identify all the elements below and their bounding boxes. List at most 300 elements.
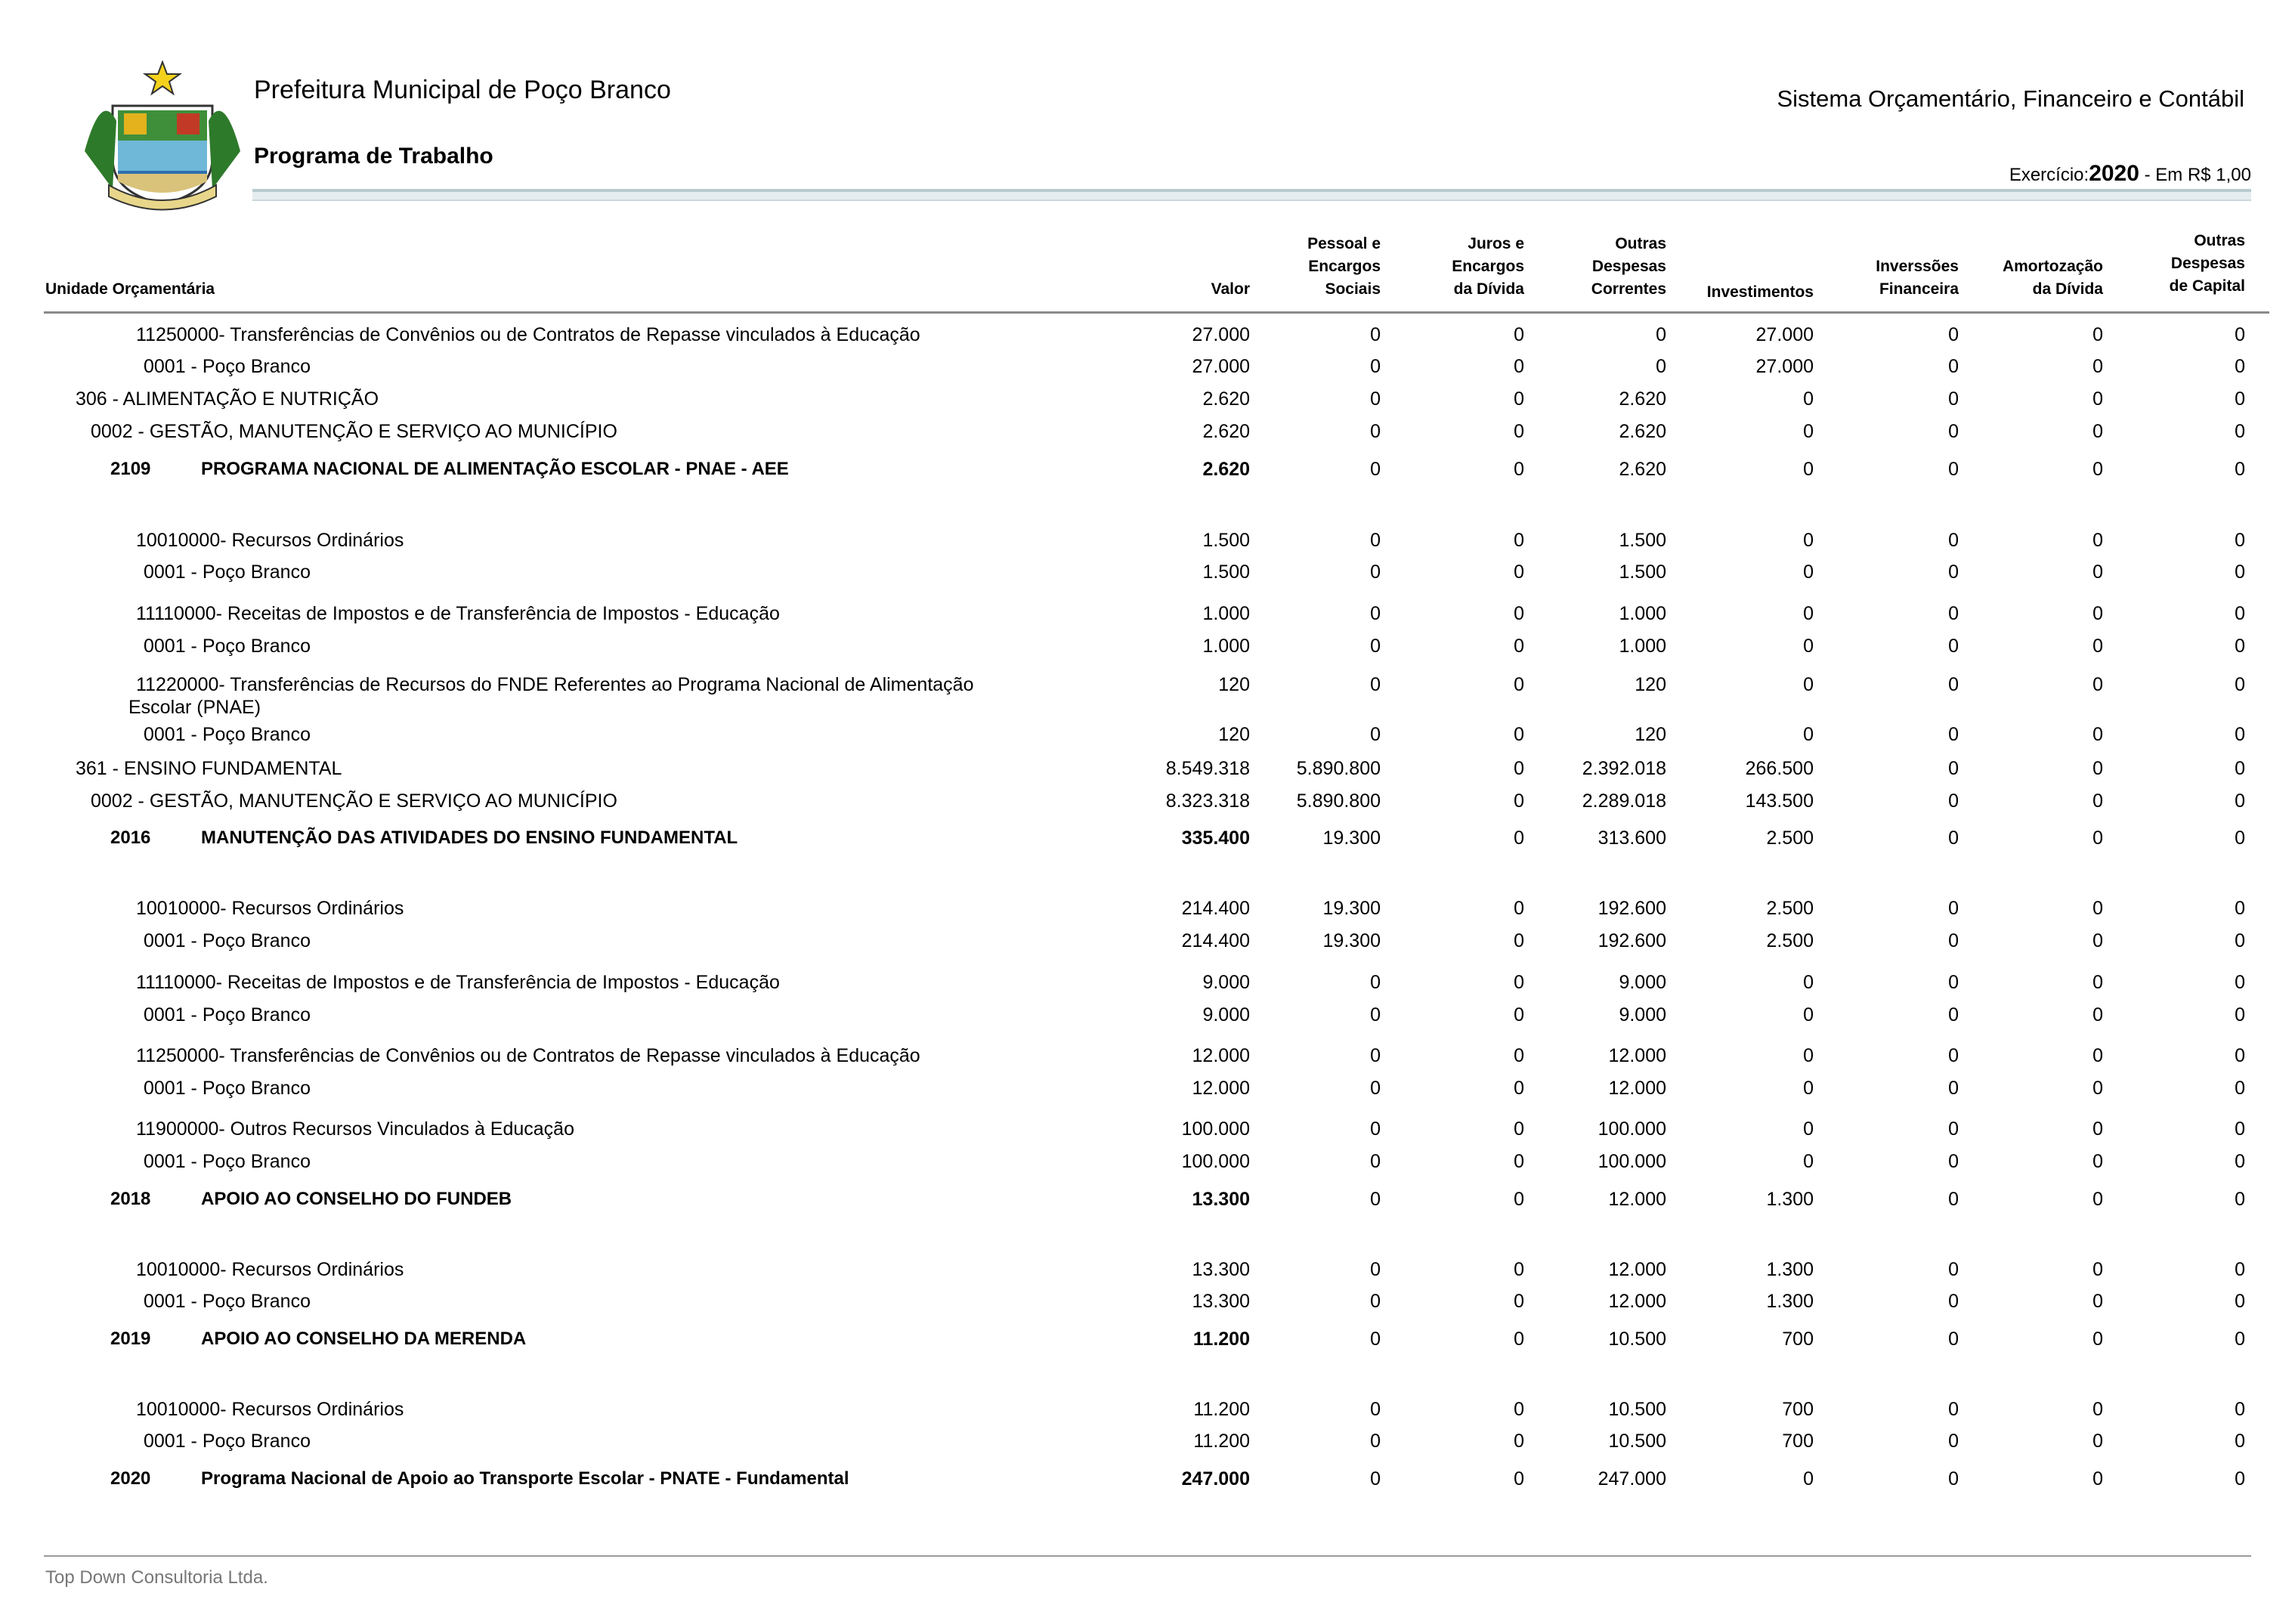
cell-outras-correntes: 1.000 — [1619, 636, 1666, 657]
row-label: 11110000- Receitas de Impostos e de Transferência de Impostos - Educação — [136, 972, 780, 993]
table-row — [0, 673, 2295, 718]
row-label: 0001 - Poço Branco — [144, 930, 311, 951]
cell-pessoal: 0 — [1370, 1291, 1381, 1312]
cell-juros: 0 — [1514, 1151, 1524, 1172]
table-row — [0, 635, 2295, 660]
col-outras-correntes — [1591, 233, 1666, 301]
cell-outras-correntes: 313.600 — [1598, 827, 1666, 849]
program-code: 2109 — [110, 459, 151, 479]
cell-outras-correntes: 247.000 — [1598, 1468, 1666, 1489]
col-outras-correntes-line: Outras — [1615, 235, 1666, 252]
municipal-coat-of-arms-icon — [79, 60, 246, 212]
cell-pessoal: 0 — [1370, 324, 1381, 345]
cell-juros: 0 — [1514, 930, 1524, 951]
cell-juros: 0 — [1514, 1329, 1524, 1350]
row-label: 10010000- Recursos Ordinários — [136, 530, 404, 551]
cell-amortizacao: 0 — [2092, 530, 2103, 551]
cell-outras-correntes: 2.620 — [1619, 421, 1666, 442]
cell-juros: 0 — [1514, 530, 1524, 551]
cell-outras-correntes: 192.600 — [1598, 898, 1666, 919]
row-label: 0001 - Poço Branco — [144, 636, 311, 657]
cell-amortizacao: 0 — [2092, 790, 2103, 812]
cell-amortizacao: 0 — [2092, 674, 2103, 695]
row-label: 11220000- Transferências de Recursos do FNDE Referentes ao Programa Nacional de Alimentação — [136, 674, 974, 695]
table-row — [0, 1398, 2295, 1424]
cell-inversoes: 0 — [1948, 1399, 1959, 1420]
cell-inversoes: 0 — [1948, 356, 1959, 377]
cell-inversoes: 0 — [1948, 324, 1959, 345]
cell-juros: 0 — [1514, 1189, 1524, 1210]
row-label: 0002 - GESTÃO, MANUTENÇÃO E SERVIÇO AO MUNICÍPIO — [91, 790, 617, 812]
row-label-continuation: Escolar (PNAE) — [128, 697, 261, 718]
cell-inversoes: 0 — [1948, 603, 1959, 624]
cell-valor: 12.000 — [1192, 1045, 1250, 1066]
cell-inversoes: 0 — [1948, 636, 1959, 657]
cell-outras-correntes: 10.500 — [1608, 1431, 1666, 1452]
cell-inversoes: 0 — [1948, 790, 1959, 812]
row-label: 361 - ENSINO FUNDAMENTAL — [76, 758, 342, 779]
col-outras-capital-line: de Capital — [2169, 277, 2245, 295]
column-header-rule — [44, 311, 2269, 314]
cell-amortizacao: 0 — [2092, 561, 2103, 583]
cell-pessoal: 0 — [1370, 530, 1381, 551]
exercicio-year: 2020 — [2089, 161, 2139, 186]
cell-amortizacao: 0 — [2092, 972, 2103, 993]
cell-investimentos: 0 — [1803, 459, 1814, 480]
row-label: 0001 - Poço Branco — [144, 724, 311, 745]
cell-inversoes: 0 — [1948, 758, 1959, 779]
cell-pessoal: 0 — [1370, 561, 1381, 583]
row-label: 0002 - GESTÃO, MANUTENÇÃO E SERVIÇO AO MUNICÍPIO — [91, 421, 617, 442]
cell-valor: 335.400 — [1181, 827, 1250, 849]
row-label: PROGRAMA NACIONAL DE ALIMENTAÇÃO ESCOLAR - PNAE - AEE — [201, 459, 789, 479]
table-row — [0, 1077, 2295, 1103]
cell-investimentos: 0 — [1803, 530, 1814, 551]
cell-outras-capital: 0 — [2235, 324, 2245, 345]
cell-inversoes: 0 — [1948, 1151, 1959, 1172]
report-title: Programa de Trabalho — [254, 144, 493, 169]
cell-valor: 1.500 — [1202, 530, 1250, 551]
col-outras-correntes-line: Despesas — [1591, 258, 1666, 275]
cell-outras-capital: 0 — [2235, 898, 2245, 919]
cell-outras-capital: 0 — [2235, 1045, 2245, 1066]
cell-juros: 0 — [1514, 724, 1524, 745]
cell-pessoal: 19.300 — [1322, 930, 1381, 951]
cell-investimentos: 0 — [1803, 1078, 1814, 1099]
cell-outras-correntes: 9.000 — [1619, 972, 1666, 993]
cell-outras-correntes: 10.500 — [1608, 1399, 1666, 1420]
cell-investimentos: 2.500 — [1766, 898, 1814, 919]
cell-inversoes: 0 — [1948, 459, 1959, 480]
cell-amortizacao: 0 — [2092, 1004, 2103, 1025]
cell-outras-capital: 0 — [2235, 827, 2245, 849]
cell-investimentos: 700 — [1782, 1431, 1814, 1452]
cell-outras-correntes: 2.392.018 — [1582, 758, 1666, 779]
row-label: MANUTENÇÃO DAS ATIVIDADES DO ENSINO FUNDAMENTAL — [201, 827, 738, 848]
cell-amortizacao: 0 — [2092, 1468, 2103, 1489]
cell-inversoes: 0 — [1948, 1259, 1959, 1280]
cell-juros: 0 — [1514, 636, 1524, 657]
footer-company: Top Down Consultoria Ltda. — [45, 1567, 268, 1588]
cell-amortizacao: 0 — [2092, 388, 2103, 410]
cell-valor: 120 — [1218, 724, 1250, 745]
cell-valor: 120 — [1218, 674, 1250, 695]
cell-investimentos: 0 — [1803, 972, 1814, 993]
cell-outras-correntes: 12.000 — [1608, 1189, 1666, 1210]
cell-outras-capital: 0 — [2235, 530, 2245, 551]
col-pessoal-line: Encargos — [1308, 258, 1381, 275]
cell-amortizacao: 0 — [2092, 421, 2103, 442]
cell-valor: 2.620 — [1202, 421, 1250, 442]
cell-outras-capital: 0 — [2235, 603, 2245, 624]
cell-outras-capital: 0 — [2235, 421, 2245, 442]
cell-juros: 0 — [1514, 459, 1524, 480]
col-pessoal — [1307, 233, 1381, 301]
cell-inversoes: 0 — [1948, 1045, 1959, 1066]
cell-juros: 0 — [1514, 972, 1524, 993]
cell-outras-correntes: 9.000 — [1619, 1004, 1666, 1025]
cell-valor: 11.200 — [1193, 1431, 1250, 1452]
cell-outras-capital: 0 — [2235, 1151, 2245, 1172]
cell-inversoes: 0 — [1948, 1431, 1959, 1452]
cell-amortizacao: 0 — [2092, 1189, 2103, 1210]
cell-valor: 1.500 — [1202, 561, 1250, 583]
cell-juros: 0 — [1514, 1291, 1524, 1312]
col-juros-line: Encargos — [1452, 258, 1524, 275]
cell-juros: 0 — [1514, 758, 1524, 779]
cell-outras-correntes: 2.620 — [1619, 388, 1666, 410]
cell-amortizacao: 0 — [2092, 930, 2103, 951]
cell-amortizacao: 0 — [2092, 1151, 2103, 1172]
cell-amortizacao: 0 — [2092, 898, 2103, 919]
footer-rule — [44, 1555, 2251, 1557]
cell-investimentos: 0 — [1803, 724, 1814, 745]
cell-investimentos: 0 — [1803, 674, 1814, 695]
cell-pessoal: 0 — [1370, 636, 1381, 657]
cell-juros: 0 — [1514, 1045, 1524, 1066]
cell-investimentos: 2.500 — [1766, 827, 1814, 849]
row-label: APOIO AO CONSELHO DO FUNDEB — [201, 1189, 512, 1209]
col-juros-line: Juros e — [1468, 235, 1524, 252]
cell-amortizacao: 0 — [2092, 1118, 2103, 1140]
cell-inversoes: 0 — [1948, 1329, 1959, 1350]
cell-valor: 11.200 — [1193, 1399, 1250, 1420]
col-inversoes-line: Financeira — [1879, 280, 1959, 298]
cell-outras-correntes: 10.500 — [1608, 1329, 1666, 1350]
col-outras-capital-line: Outras — [2194, 232, 2245, 249]
program-row — [0, 458, 2295, 484]
col-amortizacao-line: da Dívida — [2032, 280, 2103, 298]
cell-pessoal: 0 — [1370, 1118, 1381, 1140]
cell-pessoal: 0 — [1370, 1329, 1381, 1350]
cell-valor: 11.200 — [1192, 1329, 1250, 1350]
program-row — [0, 827, 2295, 852]
cell-outras-correntes: 2.620 — [1619, 459, 1666, 480]
cell-amortizacao: 0 — [2092, 1259, 2103, 1280]
cell-inversoes: 0 — [1948, 827, 1959, 849]
cell-outras-correntes: 120 — [1635, 724, 1666, 745]
program-code: 2016 — [110, 827, 151, 848]
cell-outras-capital: 0 — [2235, 972, 2245, 993]
program-code: 2020 — [110, 1468, 151, 1489]
cell-juros: 0 — [1514, 561, 1524, 583]
table-row — [0, 561, 2295, 586]
row-label: 0001 - Poço Branco — [144, 1431, 311, 1452]
row-label: 0001 - Poço Branco — [144, 1078, 311, 1099]
cell-outras-correntes: 100.000 — [1598, 1118, 1666, 1140]
cell-juros: 0 — [1514, 421, 1524, 442]
cell-outras-capital: 0 — [2235, 724, 2245, 745]
row-label: 0001 - Poço Branco — [144, 1004, 311, 1025]
system-name: Sistema Orçamentário, Financeiro e Contábil — [1777, 85, 2244, 112]
cell-outras-correntes: 0 — [1656, 324, 1666, 345]
cell-outras-capital: 0 — [2235, 1078, 2245, 1099]
cell-valor: 1.000 — [1202, 636, 1250, 657]
cell-inversoes: 0 — [1948, 421, 1959, 442]
cell-investimentos: 0 — [1803, 421, 1814, 442]
cell-valor: 8.549.318 — [1165, 758, 1250, 779]
cell-valor: 13.300 — [1192, 1291, 1250, 1312]
cell-outras-capital: 0 — [2235, 1468, 2245, 1489]
cell-juros: 0 — [1514, 1259, 1524, 1280]
cell-amortizacao: 0 — [2092, 636, 2103, 657]
cell-investimentos: 0 — [1803, 1045, 1814, 1066]
cell-valor: 12.000 — [1192, 1078, 1250, 1099]
cell-amortizacao: 0 — [2092, 1045, 2103, 1066]
cell-inversoes: 0 — [1948, 898, 1959, 919]
col-valor: Valor — [1211, 280, 1250, 298]
col-outras-capital — [2170, 230, 2245, 298]
cell-valor: 8.323.318 — [1165, 790, 1250, 812]
col-investimentos: Investimentos — [1706, 283, 1814, 301]
cell-valor: 27.000 — [1192, 324, 1250, 345]
cell-outras-correntes: 12.000 — [1608, 1078, 1666, 1099]
cell-outras-correntes: 2.289.018 — [1582, 790, 1666, 812]
cell-investimentos: 0 — [1803, 1118, 1814, 1140]
row-label: 0001 - Poço Branco — [144, 356, 311, 377]
cell-outras-capital: 0 — [2235, 636, 2245, 657]
table-row — [0, 1004, 2295, 1029]
cell-pessoal: 0 — [1370, 388, 1381, 410]
cell-valor: 2.620 — [1202, 459, 1250, 480]
cell-pessoal: 0 — [1370, 1399, 1381, 1420]
cell-inversoes: 0 — [1948, 1118, 1959, 1140]
table-row — [0, 1430, 2295, 1455]
cell-investimentos: 0 — [1803, 1151, 1814, 1172]
cell-investimentos: 27.000 — [1755, 324, 1814, 345]
cell-outras-capital: 0 — [2235, 388, 2245, 410]
cell-investimentos: 2.500 — [1766, 930, 1814, 951]
cell-inversoes: 0 — [1948, 530, 1959, 551]
cell-pessoal: 0 — [1370, 421, 1381, 442]
cell-amortizacao: 0 — [2092, 724, 2103, 745]
row-label: Programa Nacional de Apoio ao Transporte Escolar - PNATE - Fundamental — [201, 1468, 849, 1489]
cell-pessoal: 0 — [1370, 1004, 1381, 1025]
cell-investimentos: 700 — [1782, 1399, 1814, 1420]
cell-pessoal: 0 — [1370, 1189, 1381, 1210]
cell-pessoal: 0 — [1370, 1045, 1381, 1066]
col-juros-line: da Dívida — [1453, 280, 1524, 298]
col-inversoes — [1876, 255, 1959, 301]
cell-pessoal: 0 — [1370, 1078, 1381, 1099]
cell-outras-capital: 0 — [2235, 674, 2245, 695]
cell-outras-capital: 0 — [2235, 1291, 2245, 1312]
cell-amortizacao: 0 — [2092, 1431, 2103, 1452]
cell-outras-capital: 0 — [2235, 1004, 2245, 1025]
exercicio-label: Exercício: — [2009, 165, 2089, 185]
cell-pessoal: 0 — [1370, 1259, 1381, 1280]
cell-valor: 214.400 — [1181, 898, 1250, 919]
cell-juros: 0 — [1514, 674, 1524, 695]
cell-inversoes: 0 — [1948, 561, 1959, 583]
cell-pessoal: 0 — [1370, 1468, 1381, 1489]
table-row — [0, 420, 2295, 446]
currency-note: - Em R$ 1,00 — [2144, 165, 2251, 185]
cell-inversoes: 0 — [1948, 1468, 1959, 1489]
cell-inversoes: 0 — [1948, 388, 1959, 410]
table-row — [0, 897, 2295, 923]
col-amortizacao-line: Amortozação — [2002, 258, 2103, 275]
cell-outras-correntes: 12.000 — [1608, 1291, 1666, 1312]
cell-amortizacao: 0 — [2092, 827, 2103, 849]
col-inversoes-line: Inverssões — [1876, 258, 1959, 275]
cell-valor: 27.000 — [1192, 356, 1250, 377]
col-pessoal-line: Sociais — [1325, 280, 1381, 298]
table-row — [0, 602, 2295, 628]
cell-inversoes: 0 — [1948, 1078, 1959, 1099]
cell-pessoal: 0 — [1370, 356, 1381, 377]
cell-juros: 0 — [1514, 324, 1524, 345]
cell-investimentos: 1.300 — [1766, 1259, 1814, 1280]
cell-inversoes: 0 — [1948, 930, 1959, 951]
cell-amortizacao: 0 — [2092, 1291, 2103, 1312]
cell-juros: 0 — [1514, 356, 1524, 377]
row-label: 11250000- Transferências de Convênios ou de Contratos de Repasse vinculados à Educação — [136, 324, 920, 345]
exercicio-line — [2009, 161, 2251, 187]
cell-juros: 0 — [1514, 1004, 1524, 1025]
cell-juros: 0 — [1514, 388, 1524, 410]
cell-juros: 0 — [1514, 1399, 1524, 1420]
cell-juros: 0 — [1514, 1078, 1524, 1099]
cell-investimentos: 0 — [1803, 561, 1814, 583]
cell-investimentos: 0 — [1803, 1004, 1814, 1025]
row-label: 11110000- Receitas de Impostos e de Transferência de Impostos - Educação — [136, 603, 780, 624]
cell-investimentos: 1.300 — [1766, 1189, 1814, 1210]
row-label: 0001 - Poço Branco — [144, 1151, 311, 1172]
cell-juros: 0 — [1514, 1431, 1524, 1452]
row-label: 10010000- Recursos Ordinários — [136, 1399, 404, 1420]
header-rule — [252, 189, 2251, 201]
program-code: 2019 — [110, 1329, 151, 1349]
cell-amortizacao: 0 — [2092, 1399, 2103, 1420]
cell-amortizacao: 0 — [2092, 603, 2103, 624]
cell-pessoal: 19.300 — [1322, 827, 1381, 849]
cell-pessoal: 0 — [1370, 1151, 1381, 1172]
cell-outras-capital: 0 — [2235, 459, 2245, 480]
row-label: APOIO AO CONSELHO DA MERENDA — [201, 1329, 527, 1349]
cell-outras-capital: 0 — [2235, 1431, 2245, 1452]
cell-outras-correntes: 12.000 — [1608, 1259, 1666, 1280]
cell-inversoes: 0 — [1948, 724, 1959, 745]
cell-pessoal: 0 — [1370, 459, 1381, 480]
cell-inversoes: 0 — [1948, 674, 1959, 695]
cell-valor: 1.000 — [1202, 603, 1250, 624]
cell-investimentos: 27.000 — [1755, 356, 1814, 377]
row-label: 11250000- Transferências de Convênios ou de Contratos de Repasse vinculados à Educação — [136, 1045, 920, 1066]
col-outras-correntes-line: Correntes — [1591, 280, 1666, 298]
col-outras-capital-line: Despesas — [2170, 255, 2245, 272]
cell-juros: 0 — [1514, 898, 1524, 919]
cell-valor: 9.000 — [1202, 972, 1250, 993]
table-row — [0, 1150, 2295, 1176]
table-row — [0, 790, 2295, 815]
cell-pessoal: 5.890.800 — [1296, 758, 1381, 779]
col-juros — [1452, 233, 1524, 301]
table-row — [0, 1258, 2295, 1284]
cell-inversoes: 0 — [1948, 972, 1959, 993]
table-row — [0, 529, 2295, 555]
cell-valor: 9.000 — [1202, 1004, 1250, 1025]
table-row — [0, 355, 2295, 381]
cell-amortizacao: 0 — [2092, 1329, 2103, 1350]
cell-investimentos: 0 — [1803, 603, 1814, 624]
cell-amortizacao: 0 — [2092, 758, 2103, 779]
cell-investimentos: 700 — [1782, 1329, 1814, 1350]
cell-outras-correntes: 1.000 — [1619, 603, 1666, 624]
cell-juros: 0 — [1514, 790, 1524, 812]
cell-outras-capital: 0 — [2235, 758, 2245, 779]
program-row — [0, 1328, 2295, 1353]
cell-outras-capital: 0 — [2235, 1189, 2245, 1210]
cell-investimentos: 0 — [1803, 1468, 1814, 1489]
cell-amortizacao: 0 — [2092, 356, 2103, 377]
row-label: 10010000- Recursos Ordinários — [136, 1259, 404, 1280]
row-label: 10010000- Recursos Ordinários — [136, 898, 404, 919]
table-row — [0, 1290, 2295, 1316]
cell-outras-correntes: 12.000 — [1608, 1045, 1666, 1066]
cell-valor: 247.000 — [1181, 1468, 1250, 1489]
cell-outras-capital: 0 — [2235, 1118, 2245, 1140]
cell-inversoes: 0 — [1948, 1291, 1959, 1312]
cell-investimentos: 0 — [1803, 388, 1814, 410]
cell-inversoes: 0 — [1948, 1004, 1959, 1025]
row-label: 11900000- Outros Recursos Vinculados à Educação — [136, 1118, 574, 1140]
program-row — [0, 1188, 2295, 1214]
cell-pessoal: 0 — [1370, 972, 1381, 993]
cell-valor: 100.000 — [1181, 1151, 1250, 1172]
cell-outras-correntes: 100.000 — [1598, 1151, 1666, 1172]
cell-outras-correntes: 192.600 — [1598, 930, 1666, 951]
cell-amortizacao: 0 — [2092, 324, 2103, 345]
table-row — [0, 723, 2295, 749]
cell-outras-correntes: 1.500 — [1619, 561, 1666, 583]
program-code: 2018 — [110, 1189, 151, 1209]
col-pessoal-line: Pessoal e — [1307, 235, 1381, 252]
col-unidade: Unidade Orçamentária — [45, 280, 215, 298]
col-amortizacao — [2003, 255, 2103, 301]
cell-outras-capital: 0 — [2235, 790, 2245, 812]
cell-pessoal: 0 — [1370, 724, 1381, 745]
program-row — [0, 1468, 2295, 1493]
cell-juros: 0 — [1514, 603, 1524, 624]
cell-outras-capital: 0 — [2235, 561, 2245, 583]
row-label: 0001 - Poço Branco — [144, 1291, 311, 1312]
cell-outras-correntes: 120 — [1635, 674, 1666, 695]
table-row — [0, 971, 2295, 997]
table-row — [0, 323, 2295, 349]
cell-outras-capital: 0 — [2235, 930, 2245, 951]
table-row — [0, 757, 2295, 783]
